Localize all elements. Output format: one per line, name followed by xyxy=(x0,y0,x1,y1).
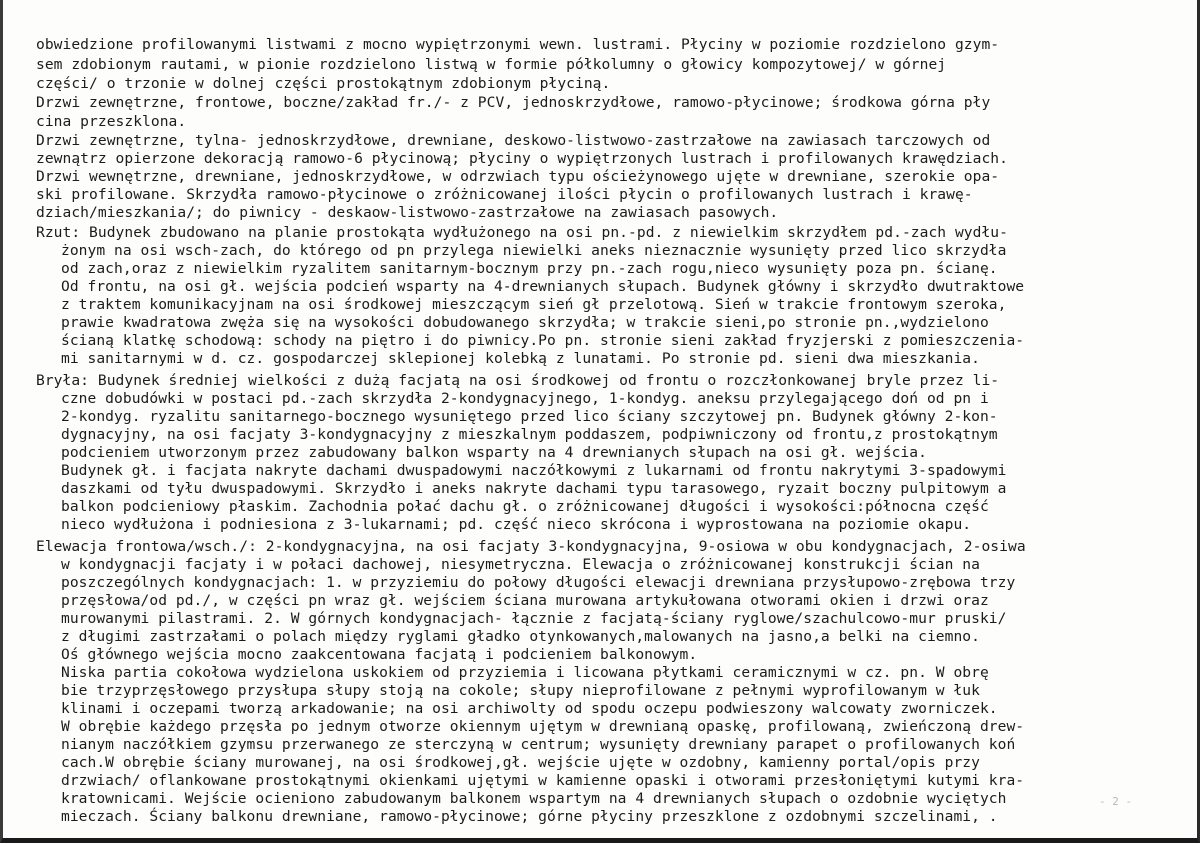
text-line: żonym na osi wsch-zach, do którego od pn przylega niewielki aneks nieznacznie wysunięty przed lico skrzydła xyxy=(61,242,1007,259)
text-line: W obrębie każdego przęsła po jednym otworze okiennym ujętym w drewnianą opaskę, profilowaną, zwieńczoną drew- xyxy=(61,718,1025,735)
text-line: części/ o trzonie w dolnej części prostokątnym zdobionym płyciną. xyxy=(36,75,611,92)
text-line: podcieniem utworzonym przez zabudowany balkon wsparty na 4 drewnianych słupach na osi gł. wejścia. xyxy=(61,444,927,461)
text-line: nianym naczółkiem gzymsu przerwanego ze sterczyną w centrum; wysunięty drewniany parapet o profilowanych koń xyxy=(61,736,1016,753)
text-line: drzwiach/ oflankowane prostokątnymi okienkami ujętymi w kamienne opaski i otworami przesłoniętymi kutymi kra- xyxy=(61,772,1025,789)
text-line: murowanymi pilastrami. 2. W górnych kondygnacjach- łącznie z facjatą-ściany ryglowe/szachulcowo-mur pruski/ xyxy=(61,610,1007,627)
text-line: czne dobudówki w postaci pd.-zach skrzydła 2-kondygnacyjnego, 1-kondyg. aneksu przylegającego doń od pn i xyxy=(61,390,989,407)
text-line: od zach,oraz z niewielkim ryzalitem sanitarnym-bocznym przy pn.-zach rogu,nieco wysunięty poza pn. ścianę. xyxy=(61,260,998,277)
text-line: Niska partia cokołowa wydzielona uskokiem od przyziemia i licowana płytkami ceramicznymi w cz. pn. W obrę xyxy=(61,664,989,681)
text-line: obwiedzione profilowanymi listwami z mocno wypiętrzonymi wewn. lustrami. Płyciny w poziomie rozdzielono gzym- xyxy=(36,36,1000,53)
section-rzut-line: Rzut: Budynek zbudowano na planie prostokąta wydłużonego na osi pn.-pd. z niewielkim skrzydłem pd.-zach wydłu- xyxy=(36,224,1008,241)
text-line: dziach/mieszkania/; do piwnicy - deskaow-listwowo-zastrzałowe na zawiasach pasowych. xyxy=(36,204,779,221)
text-line: klinami i oczepami tworzą arkadowanie; na osi archiwolty od spodu oczepu podwieszony walcowaty zworniczek. xyxy=(61,700,998,717)
text-line: balkon podcieniowy płaskim. Zachodnia połać dachu gł. o zróżnicowanej długości i wysokości:północna część xyxy=(61,498,989,515)
section-elewacja-line: Elewacja frontowa/wsch./: 2-kondygnacyjna, na osi facjaty 3-kondygnacyjna, 9-osiowa w obu kondygnacjach, 2-osiwa xyxy=(36,538,1026,555)
text-line: Drzwi zewnętrzne, tylna- jednoskrzydłowe, drewniane, deskowo-listwowo-zastrzałowe na zawiasach tarczowych od xyxy=(36,132,991,149)
text-line: cina przeszklona. xyxy=(36,113,187,130)
text-line: ścianą klatkę schodową: schody na piętro i do piwnicy.Po pn. stronie sieni zakład fryzjerski z pomieszczenia- xyxy=(61,332,1025,349)
text-line: poszczególnych kondygnacjach: 1. w przyziemiu do połowy długości elewacji drewniana przysłupowo-zrębowa trzy xyxy=(61,574,1016,591)
text-line: sem zdobionym rautami, w pionie rozdzielono listwą w formie półkolumny o głowicy kompozytowej/ w górnej xyxy=(36,56,947,73)
text-line: z traktem komunikacyjnam na osi środkowej mieszczącym sień gł przelotową. Sień w trakcie frontowym szeroka, xyxy=(61,296,1007,313)
text-line: Budynek gł. i facjata nakryte dachami dwuspadowymi naczółkowymi z lukarnami od frontu nakrytymi 3-spadowymi xyxy=(61,462,1007,479)
text-line: daszkami od tyłu dwuspadowymi. Skrzydło i aneks nakryte dachami typu tarasowego, ryzait boczny pulpitowym a xyxy=(61,480,1007,497)
text-line: Drzwi zewnętrzne, frontowe, boczne/zakład fr./- z PCV, jednoskrzydłowe, ramowo-płycinowe; środkowa górna pły xyxy=(36,94,991,111)
text-line: bie trzyprzęsłowego przysłupa słupy stoją na cokole; słupy nieprofilowane z pełnymi wyprofilowanym w łuk xyxy=(61,682,980,699)
text-line: prawie kwadratowa zwęża się na wysokości dobudowanego skrzydła; w trakcie sieni,po stronie pn.,wydzielono xyxy=(61,314,989,331)
text-line: nieco wydłużona i podniesiona z 3-lukarnami; pd. część nieco skrócona i wyprostowana na poziomie okapu. xyxy=(61,516,972,533)
section-bryla-line: Bryła: Budynek średniej wielkości z dużą facjatą na osi środkowej od frontu o rozczłonkowanej bryle przez li- xyxy=(36,372,1000,389)
text-line: Oś głównego wejścia mocno zaakcentowana facjatą i podcieniem balkonowym. xyxy=(61,646,698,663)
text-line: zewnątrz opierzone dekoracją ramowo-6 płycinową; płyciny o wypiętrzonych lustrach i profilowanych krawędziach. xyxy=(36,150,1008,167)
text-line: cach.W obrębie ściany murowanej, na osi środkowej,gł. wejście ujęte w ozdobny, kamienny portal/opis przy xyxy=(61,754,980,771)
text-line: w kondygnacji facjaty i w połaci dachowej, niesymetryczna. Elewacja o zróżnicowanej konstrukcji ścian na xyxy=(61,556,980,573)
text-line: z długimi zastrzałami o polach między ryglami gładko otynkowanych,malowanych na jasno,a belki na ciemno. xyxy=(61,628,980,645)
text-line: Od frontu, na osi gł. wejścia podcień wsparty na 4-drewnianych słupach. Budynek główny i skrzydło dwutraktowe xyxy=(61,278,1025,295)
text-line: kratownicami. Wejście ocieniono zabudowanym balkonem wspartym na 4 drewnianych słupach o ozdobnie wyciętych xyxy=(61,790,1007,807)
text-line: dygnacyjny, na osi facjaty 3-kondygnacyjny z mieszkalnym poddaszem, podpiwniczony od frontu,z prostokątnym xyxy=(61,426,998,443)
text-line: 2-kondyg. ryzalitu sanitarnego-bocznego wysuniętego przed lico ściany szczytowej pn. Budynek główny 2-kon- xyxy=(61,408,998,425)
text-line: ski profilowane. Skrzydła ramowo-płycinowe o zróżnicowanej ilości płycin o profilowanych lustrach i krawę- xyxy=(36,186,973,203)
page-number: - 2 - xyxy=(1099,795,1133,808)
text-line: Drzwi wewnętrzne, drewniane, jednoskrzydłowe, w odrzwiach typu ościeżynowego ujęte w drewniane, szerokie opa- xyxy=(36,168,1000,185)
text-line: przęsłowa/od pd./, w części pn wraz gł. wejściem ściana murowana artykułowana otworami okien i drzwi oraz xyxy=(61,592,989,609)
text-line: mi sanitarnymi w d. cz. gospodarczej sklepionej kolebką z lunatami. Po stronie pd. sieni dwa mieszkania. xyxy=(61,350,980,367)
text-line: mieczach. Ściany balkonu drewniane, ramowo-płycinowe; górne płyciny przeszklone z ozdobnymi szczelinami, . xyxy=(61,808,998,825)
